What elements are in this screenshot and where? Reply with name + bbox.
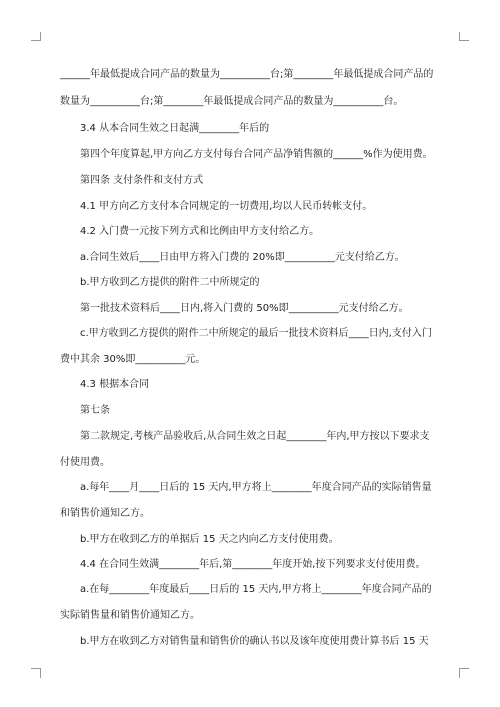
text-line: 费中其余 30%即__________元。 (60, 354, 206, 365)
text-line: a.在每________年度最后____日后的 15 天内,甲方将上________年度合同产品的 (80, 584, 432, 595)
text-line: c.甲方收到乙方提供的附件二中所规定的最后一批技术资料后____日内,支付入门 (80, 328, 432, 339)
text-line: 第四个年度算起,甲方向乙方支付每台合同产品净销售额的______%作为使用费。 (80, 149, 433, 160)
crop-mark-top-right (459, 32, 469, 41)
section-heading: 第四条 支付条件和支付方式 (80, 175, 204, 186)
text-line: 付使用费。 (60, 457, 110, 468)
text-line: ______年最低提成合同产品的数量为__________台;第________年最低提成合同产品的 (60, 69, 434, 80)
text-line: 第一批技术资料后____日内,将入门费的 50%即__________元支付给乙方。 (80, 303, 409, 314)
text-line: 3.4 从本合同生效之日起满________年后的 (80, 123, 270, 134)
text-line: 第二款规定,考核产品验收后,从合同生效之日起________年内,甲方按以下要求支 (80, 431, 430, 442)
text-line: b.甲方在收到乙方对销售量和销售价的确认书以及该年度使用费计算书后 15 天 (80, 636, 429, 647)
text-line: 数量为__________台;第________年最低提成合同产品的数量为__________台。 (60, 96, 404, 107)
text-line: 和销售价通知乙方。 (60, 508, 150, 519)
crop-mark-bottom-right (459, 668, 469, 678)
text-line: 4.2 入门费一元按下列方式和比例由甲方支付给乙方。 (80, 226, 320, 237)
text-line: a.每年____月____日后的 15 天内,甲方将上________年度合同产品的实际销售量 (80, 482, 432, 493)
crop-mark-top-left (31, 32, 41, 41)
text-line: b.甲方收到乙方提供的附件二中所规定的 (80, 277, 260, 288)
text-line: b.甲方在收到乙方的单据后 15 天之内向乙方支付使用费。 (80, 534, 339, 545)
text-line: 4.1 甲方向乙方支付本合同规定的一切费用,均以人民币转帐支付。 (80, 201, 373, 212)
text-line: 第七条 (80, 405, 110, 416)
crop-mark-bottom-left (31, 668, 41, 678)
text-line: 4.4 在合同生效满________年后,第________年度开始,按下列要求支付使用费。 (80, 559, 426, 570)
text-line: 4.3 根据本合同 (80, 379, 150, 390)
text-line: 实际销售量和销售价通知乙方。 (60, 610, 200, 621)
text-line: a.合同生效后____日由甲方将入门费的 20%即__________元支付给乙方。 (80, 252, 405, 263)
